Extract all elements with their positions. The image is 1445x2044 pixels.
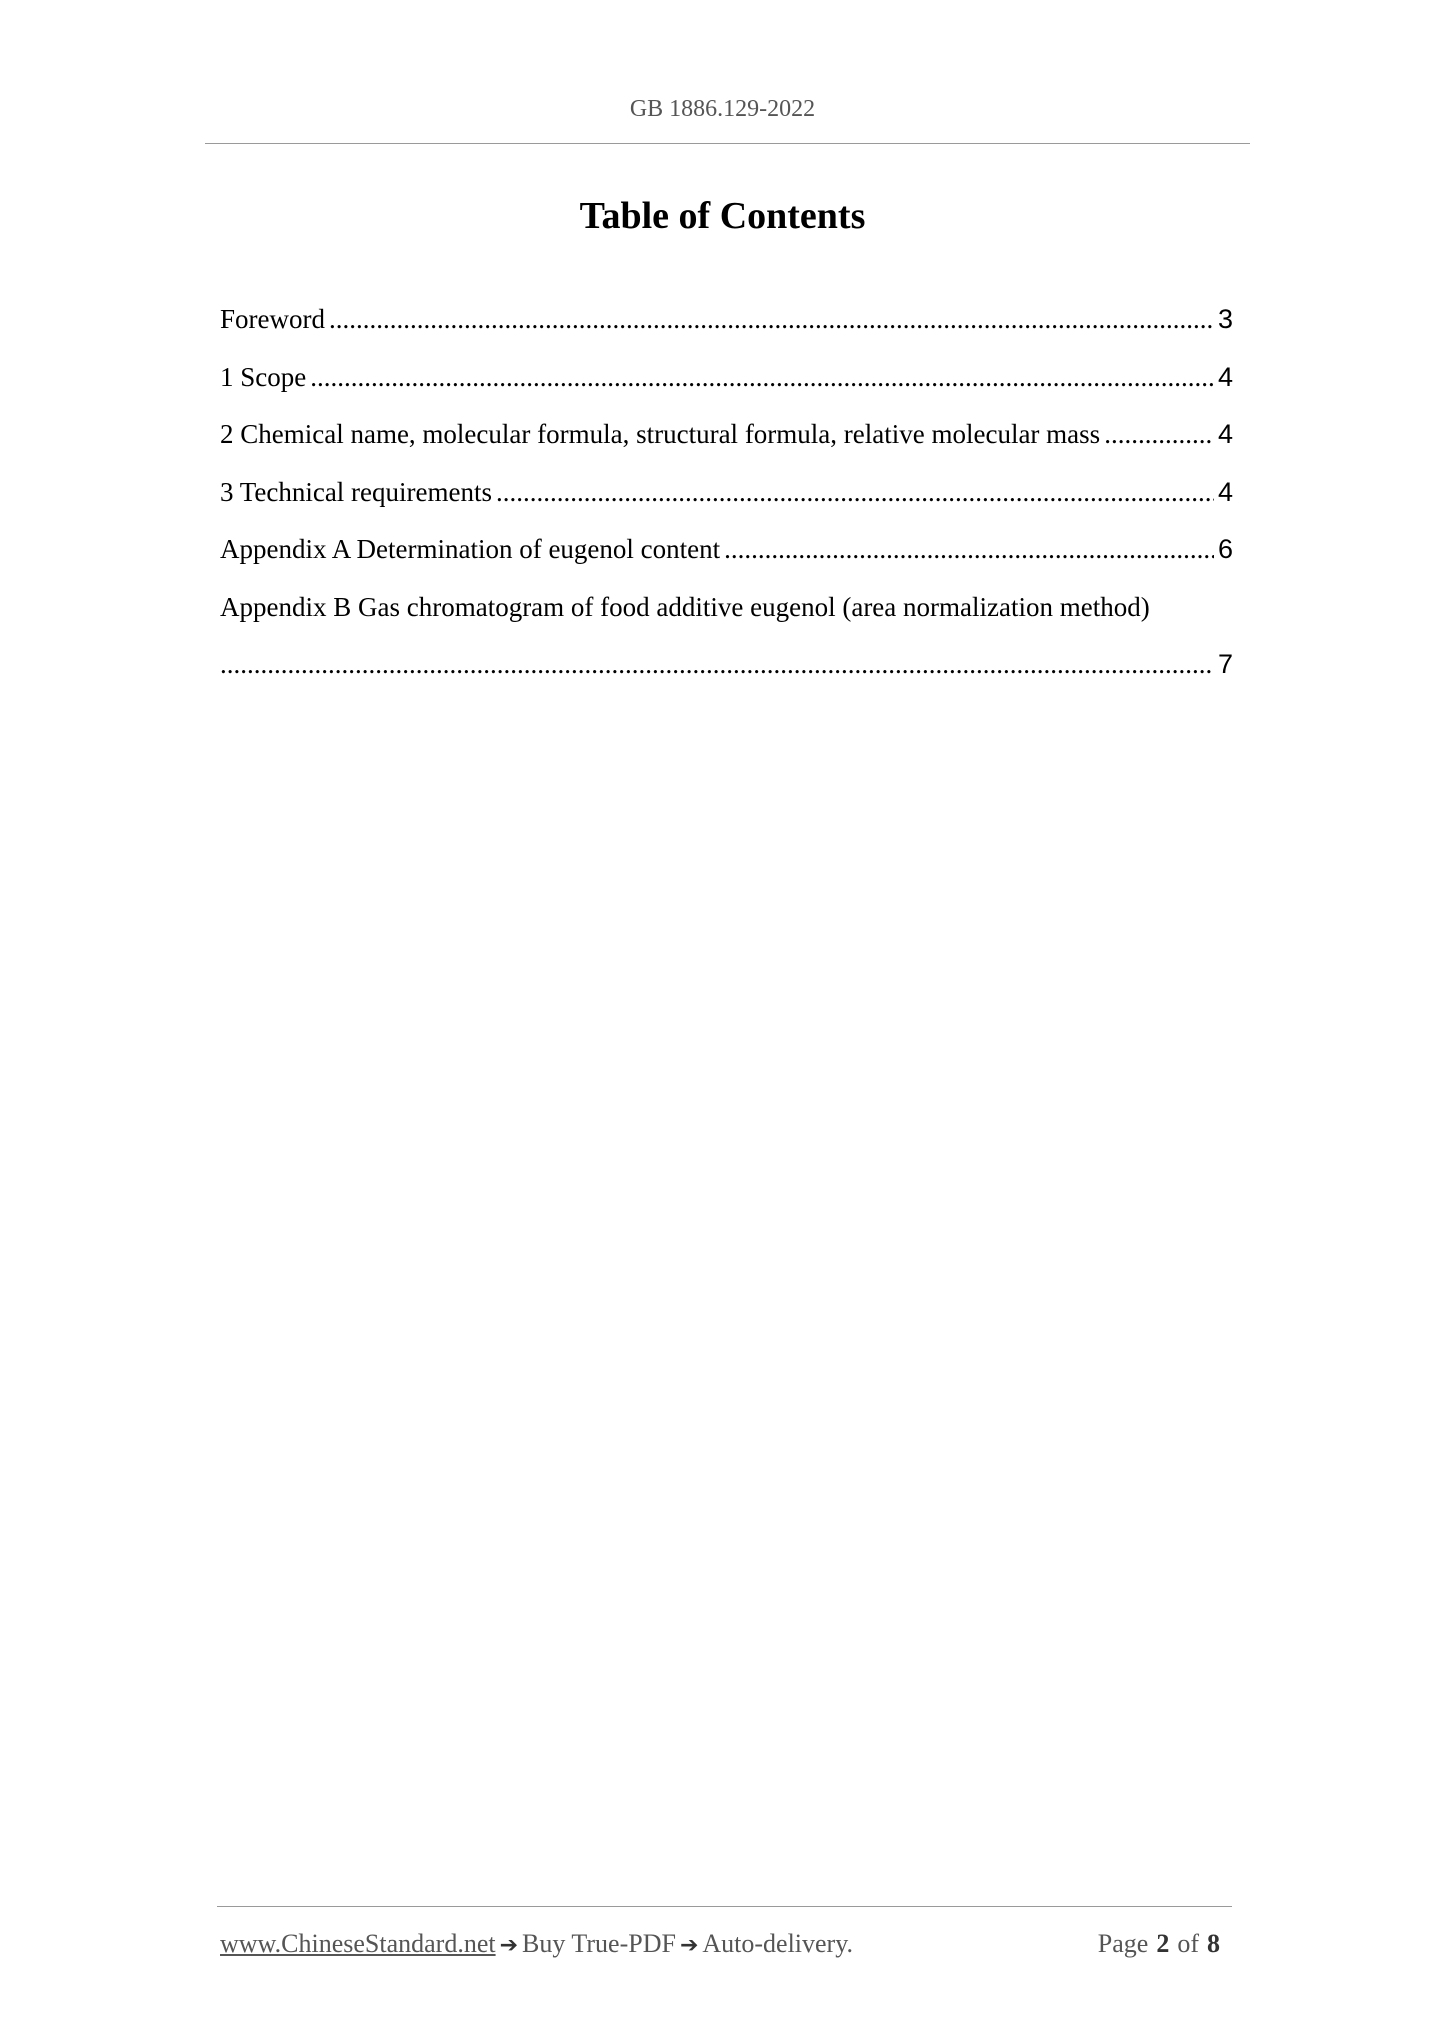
- auto-delivery-text: Auto-delivery.: [702, 1929, 854, 1958]
- table-of-contents: [220, 295, 1233, 698]
- of-word: of: [1177, 1929, 1199, 1958]
- running-header: GB 1886.129-2022: [629, 96, 816, 122]
- toc-page-number: 4: [1217, 361, 1233, 392]
- toc-entry-scope[interactable]: [220, 353, 1233, 411]
- toc-dot-leader: [329, 295, 1214, 343]
- total-page-count: 8: [1207, 1929, 1220, 1958]
- toc-entry-label: Appendix B Gas chromatogram of food additive eugenol (area normalization method): [220, 591, 1150, 622]
- toc-dot-leader: [220, 640, 1214, 688]
- toc-entry-label: 1 Scope: [220, 361, 307, 392]
- toc-dot-leader: [310, 353, 1214, 401]
- toc-entry-appendix-b-leader[interactable]: [220, 640, 1233, 698]
- toc-entry-label: Appendix A Determination of eugenol content: [220, 534, 721, 564]
- footer-divider: [217, 1906, 1232, 1907]
- website-link[interactable]: www.ChineseStandard.net: [220, 1929, 496, 1958]
- toc-page-number: 4: [1217, 419, 1233, 449]
- footer-promo: [220, 1926, 853, 1964]
- toc-dot-leader: [724, 525, 1214, 573]
- toc-entry-appendix-b[interactable]: [220, 583, 1233, 641]
- toc-dot-leader: [1104, 410, 1214, 458]
- toc-entry-appendix-a[interactable]: [220, 525, 1233, 583]
- toc-entry-chemical-name[interactable]: [220, 410, 1233, 468]
- header-divider: [205, 143, 1250, 144]
- page-title: Table of Contents: [579, 195, 866, 237]
- arrow-right-icon: ➔: [679, 1933, 699, 1958]
- page-word: Page: [1097, 1929, 1149, 1958]
- toc-page-number: 4: [1217, 476, 1233, 507]
- toc-entry-label: 3 Technical requirements: [220, 476, 493, 507]
- toc-page-number: 3: [1217, 304, 1233, 334]
- toc-entry-label: Foreword: [220, 304, 325, 334]
- toc-page-number: 7: [1217, 649, 1233, 679]
- current-page-number: 2: [1156, 1929, 1170, 1958]
- page-footer: [220, 1926, 1232, 1962]
- toc-page-number: 6: [1217, 534, 1233, 564]
- page-indicator: [1098, 1926, 1228, 1962]
- toc-entry-technical-requirements[interactable]: [220, 468, 1233, 526]
- toc-entry-foreword[interactable]: [220, 295, 1233, 353]
- toc-entry-label: 2 Chemical name, molecular formula, structural formula, relative molecular mass: [220, 419, 1101, 449]
- arrow-right-icon: ➔: [499, 1933, 519, 1958]
- toc-dot-leader: [496, 468, 1214, 516]
- buy-true-pdf-text: Buy True-PDF: [522, 1929, 676, 1958]
